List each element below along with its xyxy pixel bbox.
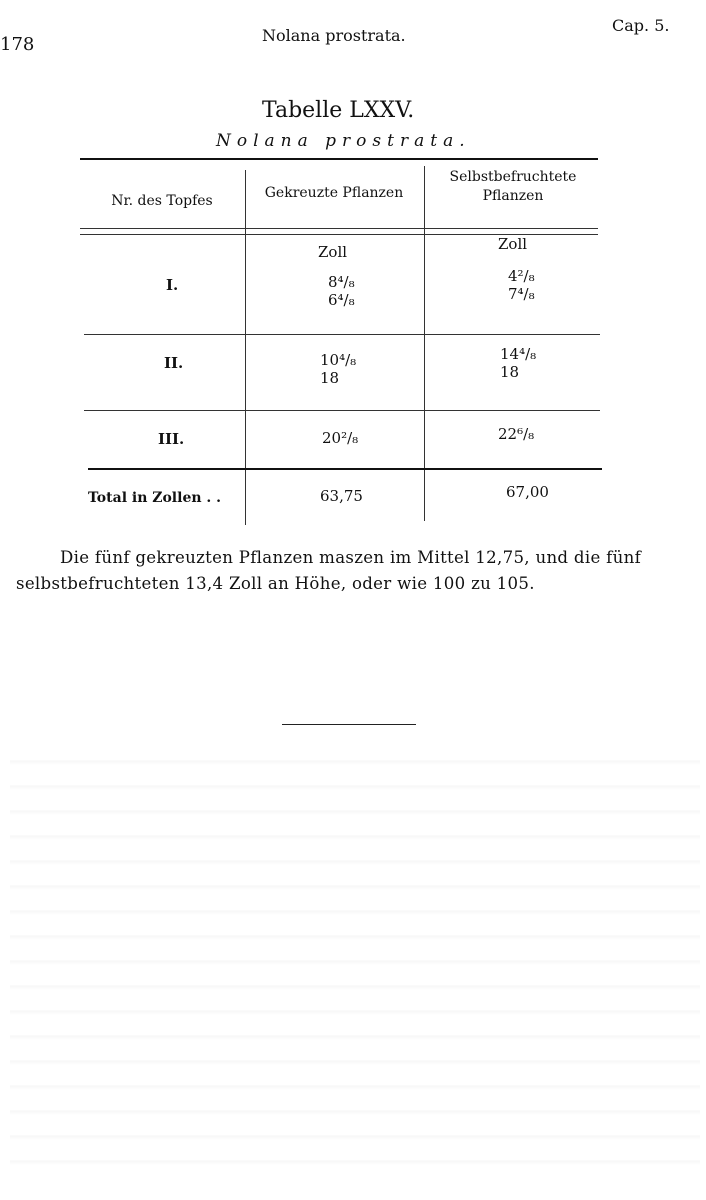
value-self: 7⁴/₈ (508, 285, 535, 303)
table-top-rule (80, 158, 598, 160)
row-label: II. (164, 354, 184, 372)
unit-crossed: Zoll (318, 243, 348, 261)
value-crossed: 10⁴/₈ (320, 351, 357, 369)
total-self: 67,00 (506, 483, 549, 501)
col-header-crossed: Gekreuzte Pflanzen (264, 185, 404, 201)
table-title: Tabelle LXXV. (262, 98, 415, 123)
row-rule (84, 334, 600, 335)
value-crossed: 8⁴/₈ (328, 273, 355, 291)
running-title: Nolana prostrata. (262, 26, 406, 45)
value-self: 14⁴/₈ (500, 345, 537, 363)
value-self: 4²/₈ (508, 267, 535, 285)
row-label: III. (158, 430, 185, 448)
unit-self: Zoll (498, 235, 528, 253)
table-subtitle: Nolana prostrata. (216, 131, 471, 151)
col-header-self: Selbstbefruchtete Pflanzen (449, 169, 577, 204)
total-crossed: 63,75 (320, 487, 363, 505)
bleed-through-texture (10, 740, 700, 1180)
value-self: 22⁶/₈ (498, 425, 535, 443)
col-divider-1 (245, 170, 246, 525)
section-rule (282, 724, 416, 725)
value-crossed: 20²/₈ (322, 429, 359, 447)
row-label: I. (166, 276, 179, 294)
value-crossed: 6⁴/₈ (328, 291, 355, 309)
header-rule-a (80, 228, 598, 229)
chapter-label: Cap. 5. (612, 16, 670, 35)
paragraph-line-2: selbstbefruchteten 13,4 Zoll an Höhe, oder wie 100 zu 105. (16, 574, 535, 593)
value-self: 18 (500, 363, 520, 381)
row-rule (84, 410, 600, 411)
value-crossed: 18 (320, 369, 340, 387)
col-header-pot: Nr. des Topfes (111, 193, 213, 209)
total-rule (88, 468, 602, 470)
total-label: Total in Zollen . . (88, 490, 222, 506)
paragraph-line-1: Die fünf gekreuzten Pflanzen maszen im Mittel 12,75, und die fünf (60, 548, 642, 567)
page-number: 178 (0, 34, 35, 55)
